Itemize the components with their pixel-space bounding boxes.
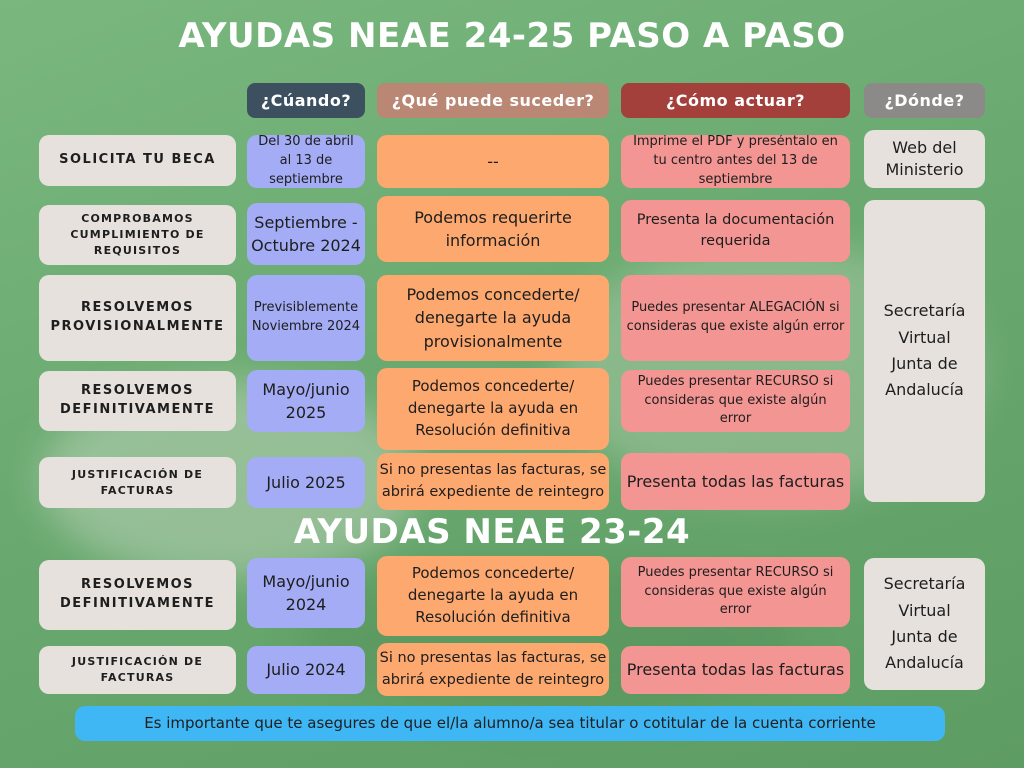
step-label-justificacion-2324: JUSTIFICACIÓN DE FACTURAS	[39, 646, 236, 694]
step-label-comprobamos: COMPROBAMOS CUMPLIMIENTO DE REQUISITOS	[39, 205, 236, 265]
secondary-title: AYUDAS NEAE 23-24	[293, 512, 691, 552]
what-justificacion-2324: Si no presentas las facturas, se abrirá expediente de reintegro	[377, 643, 609, 696]
step-label-definitivo: RESOLVEMOS DEFINITIVAMENTE	[39, 371, 236, 431]
how-provisional: Puedes presentar ALEGACIÓN si consideras que existe algún error	[621, 275, 850, 361]
when-solicita: Del 30 de abril al 13 de septiembre	[247, 135, 365, 188]
step-label-solicita: SOLICITA TU BECA	[39, 135, 236, 186]
how-comprobamos: Presenta la documentación requerida	[621, 200, 850, 262]
header-when: ¿Cúando?	[247, 83, 365, 118]
header-where: ¿Dónde?	[864, 83, 985, 118]
how-justificacion: Presenta todas las facturas	[621, 453, 850, 510]
step-label-definitivo-2324: RESOLVEMOS DEFINITIVAMENTE	[39, 560, 236, 630]
what-provisional: Podemos concederte/ denegarte la ayuda provisionalmente	[377, 275, 609, 361]
what-comprobamos: Podemos requerirte información	[377, 196, 609, 262]
where-junta-2324: Secretaría Virtual Junta de Andalucía	[864, 558, 985, 690]
step-label-justificacion: JUSTIFICACIÓN DE FACTURAS	[39, 457, 236, 508]
header-how: ¿Cómo actuar?	[621, 83, 850, 118]
header-what: ¿Qué puede suceder?	[377, 83, 609, 118]
when-definitivo-2324: Mayo/junio 2024	[247, 558, 365, 628]
what-definitivo: Podemos concederte/ denegarte la ayuda en Resolución definitiva	[377, 368, 609, 450]
main-title: AYUDAS NEAE 24-25 PASO A PASO	[178, 16, 846, 56]
important-note: Es importante que te asegures de que el/la alumno/a sea titular o cotitular de la cuenta corriente	[75, 706, 945, 741]
how-justificacion-2324: Presenta todas las facturas	[621, 646, 850, 694]
when-justificacion: Julio 2025	[247, 457, 365, 508]
how-definitivo-2324: Puedes presentar RECURSO si consideras que existe algún error	[621, 557, 850, 627]
when-provisional: Previsiblemente Noviembre 2024	[247, 275, 365, 361]
when-definitivo: Mayo/junio 2025	[247, 370, 365, 432]
where-ministerio: Web del Ministerio	[864, 130, 985, 188]
step-label-provisional: RESOLVEMOS PROVISIONALMENTE	[39, 275, 236, 361]
how-definitivo: Puedes presentar RECURSO si consideras que existe algún error	[621, 370, 850, 432]
what-solicita: --	[377, 135, 609, 188]
what-justificacion: Si no presentas las facturas, se abrirá expediente de reintegro	[377, 453, 609, 510]
when-justificacion-2324: Julio 2024	[247, 646, 365, 694]
how-solicita: Imprime el PDF y preséntalo en tu centro antes del 13 de septiembre	[621, 135, 850, 188]
when-comprobamos: Septiembre - Octubre 2024	[247, 203, 365, 265]
where-junta-2425: Secretaría Virtual Junta de Andalucía	[864, 200, 985, 502]
what-definitivo-2324: Podemos concederte/ denegarte la ayuda en Resolución definitiva	[377, 556, 609, 636]
